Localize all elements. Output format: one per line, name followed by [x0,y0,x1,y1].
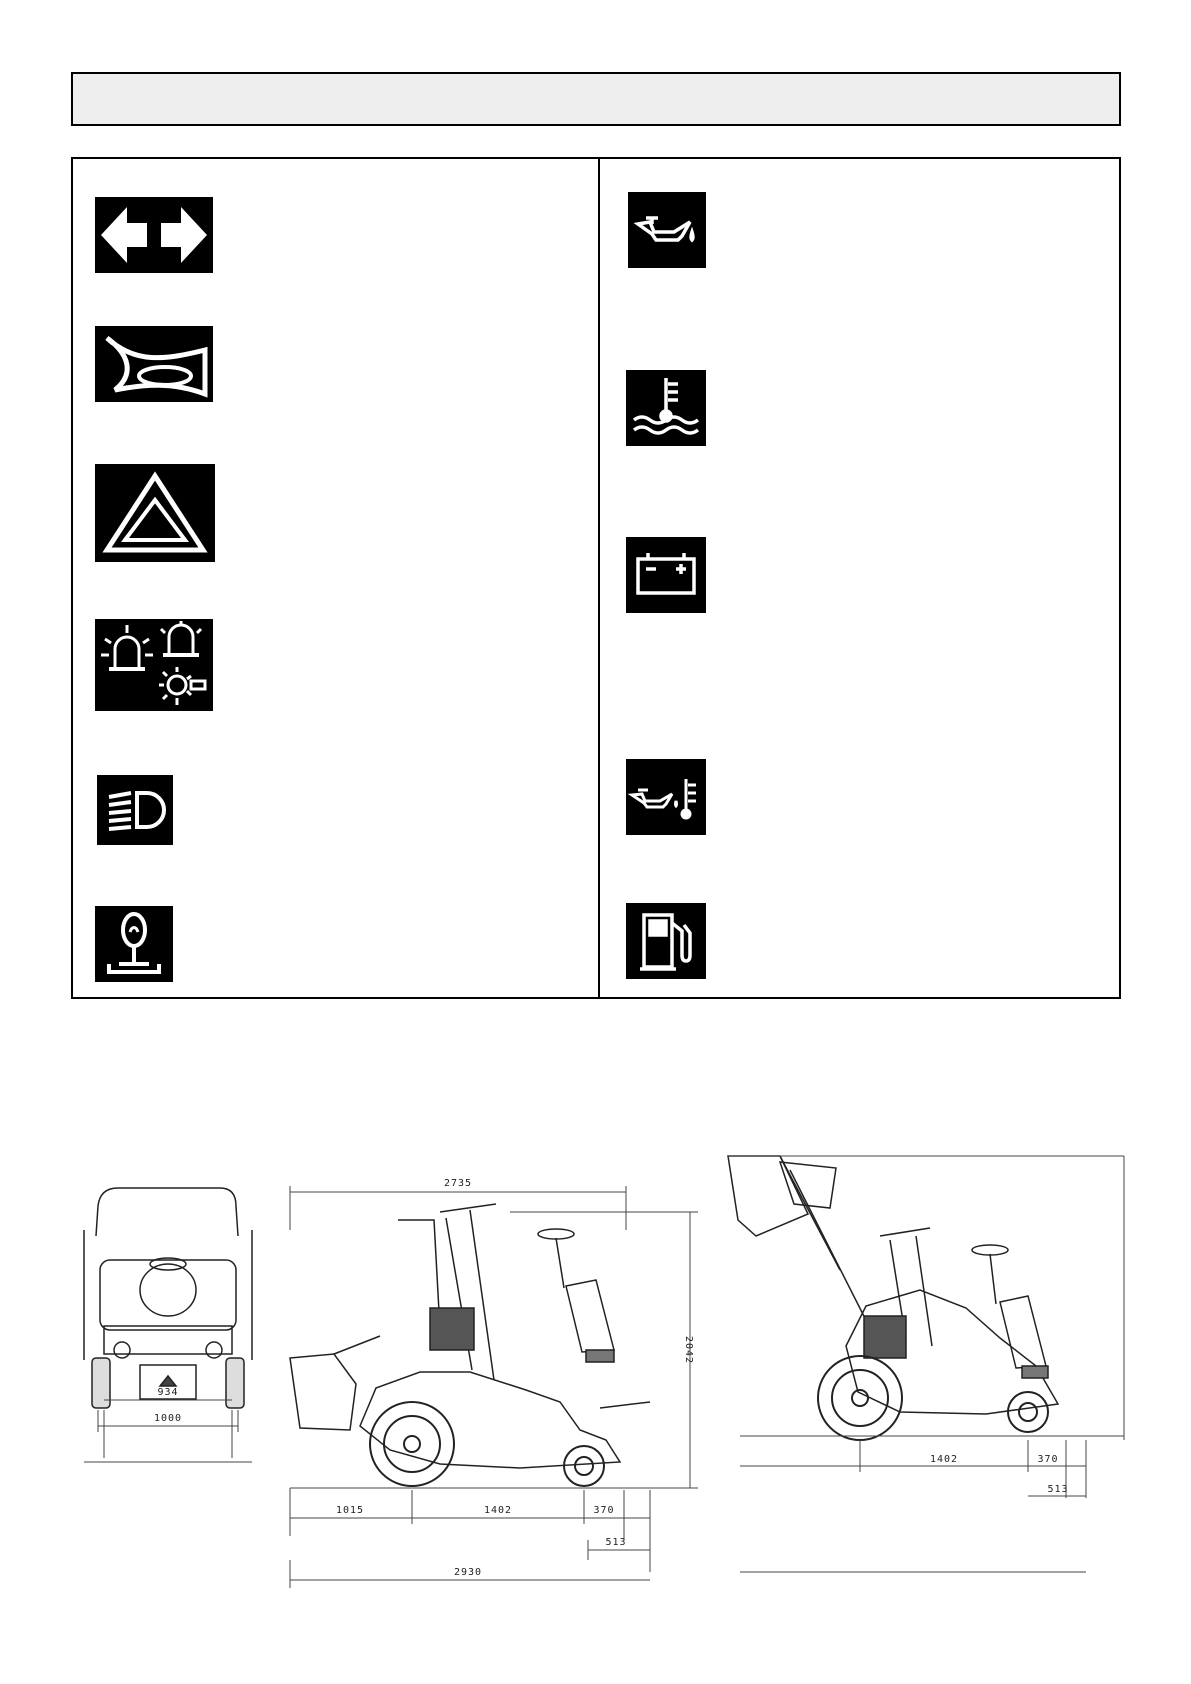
dim-raised-rear-extension: 513 [1047,1484,1069,1495]
coolant-temperature-icon [626,370,706,446]
dim-front-width: 1000 [153,1413,183,1424]
dimension-drawings [0,1140,1191,1600]
dim-side-length-top: 2735 [443,1178,473,1189]
hazard-warning-icon [95,464,215,562]
dim-side-total-length: 2930 [453,1567,483,1578]
battery-charge-icon [626,537,706,613]
beacon-light-icon [95,619,213,711]
dim-side-wheelbase: 1402 [483,1505,513,1516]
column-divider [598,159,600,997]
dim-side-rear-extension: 513 [605,1537,627,1548]
horn-icon [95,326,213,402]
oil-pressure-icon [628,192,706,268]
raised-view-drawing [728,1156,1058,1414]
oil-temperature-icon [626,759,706,835]
dim-raised-rear-overhang: 370 [1037,1454,1059,1465]
dim-side-height: 2042 [683,1335,694,1365]
side-view-drawing [290,1204,650,1468]
dim-side-rear-overhang: 370 [593,1505,615,1516]
fuel-level-icon [626,903,706,979]
dim-raised-wheelbase: 1402 [929,1454,959,1465]
dim-front-track: 934 [157,1387,179,1398]
front-view-drawing [84,1188,252,1408]
joystick-icon [95,906,173,982]
headlight-icon [97,775,173,845]
dim-side-front-overhang: 1015 [335,1505,365,1516]
section-header-bar [71,72,1121,126]
turn-indicator-icon [95,197,213,273]
warning-symbol-table [71,157,1121,999]
